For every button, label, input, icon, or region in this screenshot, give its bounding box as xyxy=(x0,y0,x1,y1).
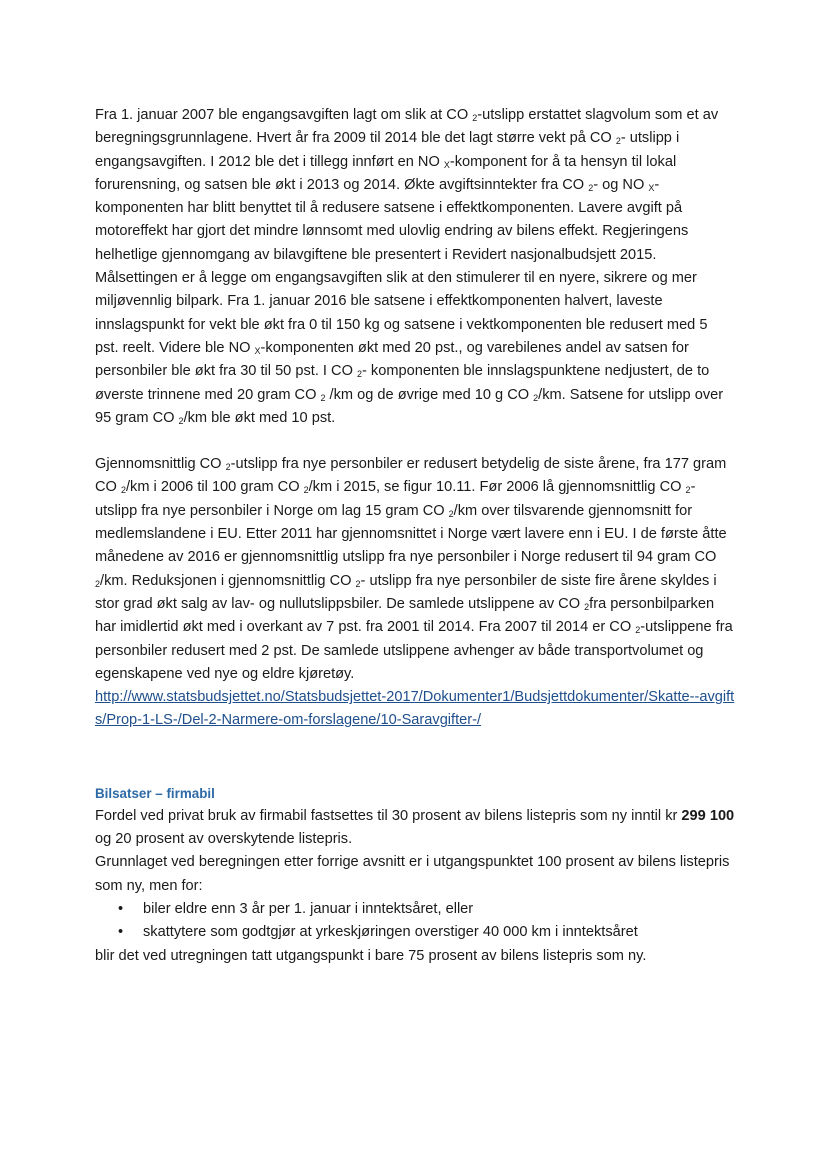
list-item: • biler eldre enn 3 år per 1. januar i inntektsåret, eller xyxy=(143,898,735,921)
paragraph-engangsavgift: Fra 1. januar 2007 ble engangsavgiften lagt om slik at CO $_2$-utslipp erstattet slagvolum som et av beregningsgrunnlagene. Hvert år fra 2009 til 2014 ble det lagt større vekt på CO $_2$- utslipp i engangsavgiften. I 2012 ble det i tillegg innført en NO $_X$-komponent for å ta hensyn til lokal forurensning, og satsen ble økt i 2013 og 2014. Økte avgiftsinntekter fra CO $_2$- og NO $_X$-komponenten har blitt benyttet til å redusere satsene i effektkomponenten. Lavere avgift på motoreffekt har gjort det mindre lønnsomt med ulovlig endring av bilens effekt. Regjeringens helhetlige gjennomgang av bilavgiftene ble presentert i Revidert nasjonalbudsjett 2015. Målsettingen er å legge om engangsavgiften slik at den stimulerer til en nyere, sikrere og mer miljøvennlig bilpark. Fra 1. januar 2016 ble satsene i effektkomponenten halvert, laveste innslagspunkt for vekt ble økt fra 0 til 150 kg og satsene i vektkomponenten ble redusert med 5 pst. reelt. Videre ble NO $_X$-komponenten økt med 20 pst., og varebilenes andel av satsen for personbiler ble økt fra 30 til 50 pst. I CO $_2$- komponenten ble innslagspunktene nedjustert, de to øverste trinnene med 20 gram CO $_2$ /km og de øvrige med 10 g CO $_2$/km. Satsene for utslipp over 95 gram CO $_2$/km ble økt med 10 pst. xyxy=(95,107,724,426)
spacer xyxy=(95,430,735,453)
firmabil-paragraph-1: Fordel ved privat bruk av firmabil fastsettes til 30 prosent av bilens listepris som ny inntil kr 299 100 og 20 prosent av overskytende listepris. xyxy=(95,807,735,848)
bullet-list xyxy=(95,898,735,945)
bullet-icon: • xyxy=(118,924,124,941)
firmabil-paragraph-2: Grunnlaget ved beregningen etter forrige avsnitt er i utgangspunktet 100 prosent av bilens listepris som ny, men for: xyxy=(95,854,730,894)
bullet-icon: • xyxy=(118,900,124,917)
paragraph-co2-utslipp: Gjennomsnittlig CO $_2$-utslipp fra nye personbiler er redusert betydelig de siste årene, fra 177 gram CO $_2$/km i 2006 til 100 gram CO $_2$/km i 2015, se figur 10.11. Før 2006 lå gjennomsnittlig CO $_2$-utslipp fra nye personbiler i Norge om lag 15 gram CO $_2$/km over tilsvarende gjennomsnitt for medlemslandene i EU. Etter 2011 har gjennomsnittet i Norge vært lavere enn i EU. I de første åtte månedene av 2016 er gjennomsnittlig utslipp fra nye personbiler i Norge redusert til 94 gram CO $_2$/km. Reduksjonen i gjennomsnittlig CO $_2$- utslipp fra nye personbiler de siste fire årene skyldes i stor grad økt salg av lav- og nullutslippsbiler. De samlede utslippene av CO $_2$fra personbilparken har imidlertid økt med i overkant av 7 pst. fra 2001 til 2014. Fra 2007 til 2014 er CO $_2$-utslippene fra personbiler redusert med 2 pst. De samlede utslippene avhenger av både transportvolumet og egenskapene ved nye og eldre kjøretøy. xyxy=(95,456,733,682)
section-heading-firmabil: Bilsatser – firmabil xyxy=(95,785,215,801)
statsbudsjettet-link[interactable]: http://www.statsbudsjettet.no/Statsbudsjettet-2017/Dokumenter1/Budsjettdokumenter/Skatte--avgifts/Prop-1-LS-/Del-2-Narmere-om-forslagene/10-Saravgifter-/ xyxy=(95,689,735,729)
amount-bold: 299 100 xyxy=(681,807,735,824)
firmabil-paragraph-3: blir det ved utregningen tatt utgangspunkt i bare 75 prosent av bilens listepris som ny. xyxy=(95,947,647,964)
document-page xyxy=(95,104,735,968)
list-item: • skattytere som godtgjør at yrkeskjøringen overstiger 40 000 km i inntektsåret xyxy=(143,921,735,944)
spacer xyxy=(95,733,735,783)
